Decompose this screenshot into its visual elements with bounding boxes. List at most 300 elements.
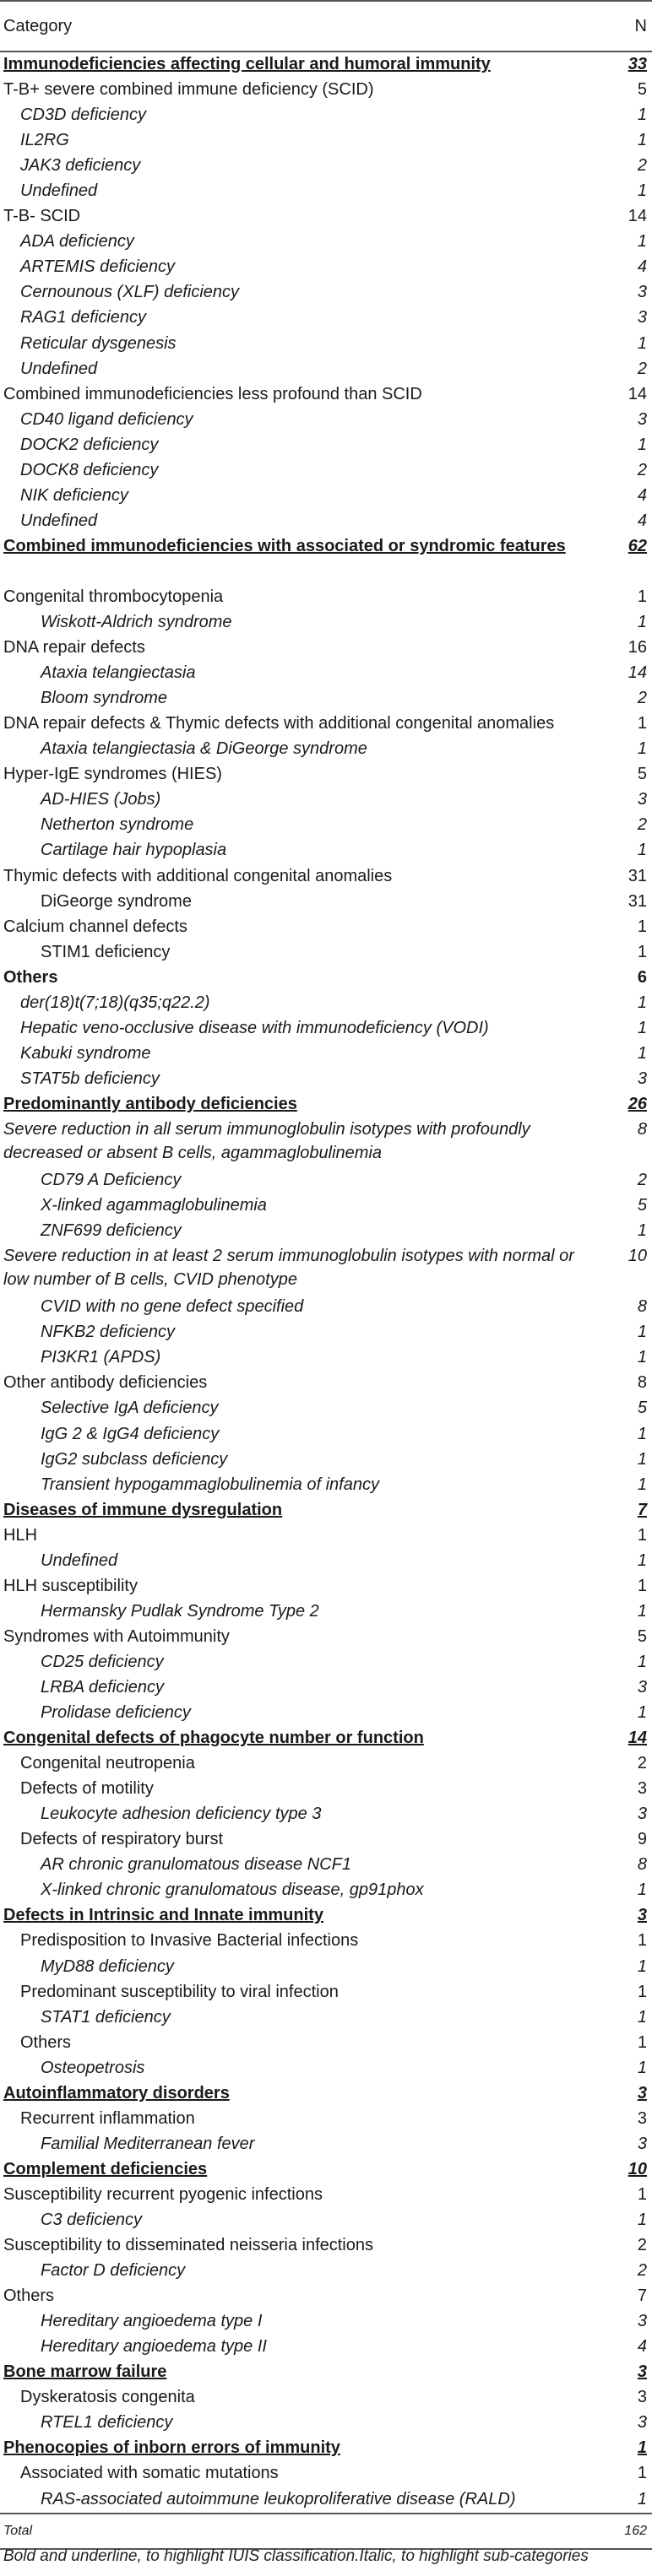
row-count-text: 5 (637, 1399, 647, 1418)
row-label (0, 2259, 591, 2284)
row-label-text: Undefined (20, 181, 98, 201)
row-count-text: 1 (637, 232, 647, 252)
row-label (0, 1726, 591, 1751)
condition-row (0, 2309, 652, 2335)
row-count-text: 1 (637, 942, 647, 961)
header-n: N (591, 1, 652, 51)
row-count-text: 10 (628, 2159, 647, 2178)
condition-row (0, 1295, 652, 1320)
condition-row (0, 255, 652, 280)
row-count-text: 1 (637, 917, 647, 936)
row-count-text: 3 (637, 1805, 647, 1824)
row-label (0, 890, 591, 915)
condition-row (0, 2056, 652, 2081)
row-label-text: STAT5b deficiency (20, 1069, 160, 1088)
row-count (591, 1675, 652, 1701)
row-label (0, 915, 591, 940)
row-count (591, 484, 652, 509)
row-label (0, 813, 591, 838)
row-count-text: 3 (637, 2312, 647, 2331)
row-label (0, 2411, 591, 2436)
row-count-text: 1 (637, 1931, 647, 1951)
row-label-text: Undefined (20, 511, 98, 530)
row-label-text: Hereditary angioedema type II (41, 2337, 267, 2357)
row-count (591, 1244, 652, 1295)
row-label-text: Wiskott-Aldrich syndrome (41, 613, 232, 632)
row-count-text: 2 (637, 460, 647, 479)
row-label-text: IgG 2 & IgG4 deficiency (41, 1424, 220, 1443)
row-count-text: 14 (628, 207, 647, 226)
condition-row (0, 1320, 652, 1345)
row-label (0, 585, 591, 610)
row-count-text: 31 (628, 891, 647, 911)
row-count-text: 3 (637, 790, 647, 809)
subcategory-row (0, 1751, 652, 1777)
row-count (591, 1473, 652, 1498)
row-label-text: Recurrent inflammation (20, 2108, 195, 2128)
condition-row (0, 2487, 652, 2514)
row-count (591, 2284, 652, 2309)
row-label (0, 332, 591, 357)
row-count-text: 2 (637, 2261, 647, 2281)
category-row (0, 2436, 652, 2461)
row-count (591, 2411, 652, 2436)
condition-row (0, 1701, 652, 1726)
row-count (591, 1777, 652, 1802)
row-label (0, 940, 591, 966)
condition-row (0, 2208, 652, 2233)
row-count (591, 1523, 652, 1549)
row-label-text: Transient hypogammaglobulinemia of infancy (41, 1475, 379, 1494)
row-count-text: 1 (637, 1703, 647, 1723)
row-label-text: ADA deficiency (20, 232, 134, 252)
row-count-text: 1 (637, 1601, 647, 1621)
row-count-text: 10 (628, 1247, 647, 1266)
row-count (591, 2208, 652, 2233)
row-label (0, 179, 591, 204)
row-label-text: CD25 deficiency (41, 1652, 164, 1671)
row-count-text: 3 (637, 283, 647, 302)
row-count-text: 1 (637, 841, 647, 860)
row-label (0, 357, 591, 382)
row-count (591, 1118, 652, 1168)
row-count-text: 1 (637, 1956, 647, 1976)
row-label-text: PI3KR1 (APDS) (41, 1348, 161, 1367)
condition-row (0, 2132, 652, 2157)
condition-row (0, 433, 652, 458)
row-label (0, 458, 591, 484)
row-label-text: Susceptibility to disseminated neisseria infections (3, 2236, 373, 2255)
row-count-text: 2 (637, 2236, 647, 2255)
row-label-text: MyD88 deficiency (41, 1956, 174, 1976)
category-row (0, 2081, 652, 2107)
row-count-text: 3 (637, 2108, 647, 2128)
row-label (0, 433, 591, 458)
row-count (591, 787, 652, 813)
row-count-text: 8 (637, 1297, 647, 1317)
row-count-text: 3 (637, 308, 647, 327)
row-count (591, 1067, 652, 1092)
row-label (0, 1929, 591, 1954)
condition-row (0, 1878, 652, 1903)
row-label (0, 1827, 591, 1853)
category-row (0, 2157, 652, 2183)
row-label-text: HLH susceptibility (3, 1576, 138, 1595)
row-count-text: 14 (628, 663, 647, 683)
condition-row (0, 2411, 652, 2436)
row-label (0, 154, 591, 179)
condition-row (0, 940, 652, 966)
row-count (591, 2031, 652, 2056)
condition-row (0, 737, 652, 762)
row-count (591, 51, 652, 78)
row-count-text: 3 (637, 1906, 647, 1925)
row-label (0, 1777, 591, 1802)
row-count (591, 940, 652, 966)
category-row (0, 1498, 652, 1523)
condition-row (0, 1193, 652, 1219)
row-count-text: 8 (637, 1855, 647, 1875)
row-label (0, 2360, 591, 2385)
row-label (0, 1219, 591, 1244)
category-row (0, 1726, 652, 1751)
row-count-text: 3 (637, 2413, 647, 2433)
subcategory-row (0, 1118, 652, 1168)
row-count-text: 1 (637, 2058, 647, 2077)
row-label-text: IL2RG (20, 131, 69, 150)
subcategory-row (0, 966, 652, 991)
row-label-text: Combined immunodeficiencies with associated or syndromic features (3, 536, 566, 555)
row-label (0, 1396, 591, 1421)
row-label-text: Others (3, 967, 58, 987)
row-label-text: Undefined (20, 359, 98, 378)
row-count (591, 966, 652, 991)
row-count (591, 737, 652, 762)
row-label-text: Cartilage hair hypoplasia (41, 841, 227, 860)
row-count (591, 1574, 652, 1599)
row-label (0, 280, 591, 306)
row-label (0, 1523, 591, 1549)
row-label (0, 204, 591, 230)
row-count-text: 1 (637, 131, 647, 150)
row-label-text: Hyper-IgE syndromes (HIES) (3, 765, 222, 784)
row-count-text: 2 (637, 1171, 647, 1190)
row-label-text: AR chronic granulomatous disease NCF1 (41, 1855, 351, 1875)
row-label (0, 51, 591, 78)
row-label-text: NIK deficiency (20, 485, 128, 505)
category-row (0, 1903, 652, 1929)
condition-row (0, 890, 652, 915)
subcategory-row (0, 864, 652, 890)
row-count (591, 1295, 652, 1320)
row-count (591, 1193, 652, 1219)
row-label-text: Associated with somatic mutations (20, 2464, 279, 2483)
row-label (0, 610, 591, 636)
row-count-text: 1 (637, 106, 647, 125)
row-label-text: Hermansky Pudlak Syndrome Type 2 (41, 1601, 319, 1621)
subcategory-row (0, 915, 652, 940)
row-count (591, 1929, 652, 1954)
row-count (591, 2233, 652, 2259)
row-label-text: Undefined (41, 1550, 118, 1570)
row-label (0, 636, 591, 661)
header-category: Category (0, 1, 591, 51)
row-label (0, 2183, 591, 2208)
condition-row (0, 1448, 652, 1473)
condition-row (0, 2335, 652, 2360)
row-count-text: 1 (637, 2210, 647, 2229)
row-label (0, 1751, 591, 1777)
row-label-text: IgG2 subclass deficiency (41, 1449, 228, 1469)
row-label-text: Leukocyte adhesion deficiency type 3 (41, 1805, 322, 1824)
row-count-text: 5 (637, 765, 647, 784)
row-count (591, 103, 652, 128)
row-label-text: C3 deficiency (41, 2210, 143, 2229)
row-count (591, 1092, 652, 1118)
row-label-text: T-B- SCID (3, 207, 81, 226)
row-count-text: 4 (637, 257, 647, 277)
row-count (591, 2107, 652, 2132)
row-label (0, 2005, 591, 2031)
row-count-text: 1 (637, 613, 647, 632)
condition-row (0, 1853, 652, 1878)
row-label (0, 1016, 591, 1042)
row-count (591, 864, 652, 890)
row-label (0, 1320, 591, 1345)
row-count-text: 3 (637, 2083, 647, 2102)
row-count-text: 14 (628, 384, 647, 403)
row-label (0, 661, 591, 686)
condition-row (0, 610, 652, 636)
row-count (591, 1625, 652, 1650)
row-label (0, 737, 591, 762)
row-count (591, 813, 652, 838)
row-count-text: 1 (637, 1982, 647, 2001)
condition-row (0, 1016, 652, 1042)
condition-row (0, 1396, 652, 1421)
row-label-text: CD3D deficiency (20, 106, 146, 125)
row-count (591, 2360, 652, 2385)
row-count (591, 1168, 652, 1193)
row-label (0, 1168, 591, 1193)
row-count (591, 838, 652, 863)
row-label-text: AD-HIES (Jobs) (41, 790, 161, 809)
row-label-text: DNA repair defects (3, 638, 145, 658)
table-body (0, 51, 652, 2514)
row-label-text: Osteopetrosis (41, 2058, 145, 2077)
subcategory-row (0, 2385, 652, 2411)
row-label-text: Netherton syndrome (41, 815, 194, 835)
row-label-text: Ataxia telangiectasia & DiGeorge syndrome (41, 739, 367, 759)
row-label-text: Bone marrow failure (3, 2362, 167, 2382)
row-label-text: Susceptibility recurrent pyogenic infections (3, 2184, 323, 2204)
condition-row (0, 1067, 652, 1092)
table-header-row (0, 1, 652, 51)
row-label-text: Defects of respiratory burst (20, 1830, 224, 1849)
row-label-text: LRBA deficiency (41, 1678, 164, 1697)
subcategory-row (0, 2107, 652, 2132)
row-label (0, 509, 591, 534)
row-label-text: Cernounous (XLF) deficiency (20, 283, 240, 302)
row-label (0, 2335, 591, 2360)
row-label-text: STIM1 deficiency (41, 942, 171, 961)
condition-row (0, 306, 652, 331)
condition-row (0, 1650, 652, 1675)
row-count-text: 1 (637, 1221, 647, 1241)
condition-row (0, 1168, 652, 1193)
row-count (591, 2461, 652, 2487)
row-count-text: 3 (637, 2134, 647, 2153)
row-count-text: 1 (637, 1018, 647, 1037)
row-count-text: 3 (637, 2388, 647, 2407)
row-count-text: 7 (637, 2286, 647, 2306)
row-count-text: 5 (637, 1196, 647, 1215)
row-label (0, 2031, 591, 2056)
row-label-text: NFKB2 deficiency (41, 1323, 175, 1342)
condition-row (0, 1549, 652, 1574)
row-count (591, 1853, 652, 1878)
row-count-text: 2 (637, 689, 647, 708)
subcategory-row (0, 2284, 652, 2309)
row-label (0, 1244, 591, 1295)
row-count-text: 8 (637, 1119, 647, 1139)
row-label (0, 2056, 591, 2081)
row-count (591, 762, 652, 787)
row-count (591, 1827, 652, 1853)
row-label (0, 1067, 591, 1092)
row-label-text: Others (3, 2286, 55, 2306)
row-label-text: CD79 A Deficiency (41, 1171, 182, 1190)
row-count (591, 433, 652, 458)
row-label (0, 2132, 591, 2157)
row-label-text: Congenital thrombocytopenia (3, 587, 224, 606)
condition-row (0, 332, 652, 357)
row-count (591, 1650, 652, 1675)
row-label-text: Hepatic veno-occlusive disease with immunodeficiency (VODI) (20, 1018, 489, 1037)
row-count (591, 509, 652, 534)
condition-row (0, 838, 652, 863)
condition-row (0, 484, 652, 509)
row-count (591, 332, 652, 357)
row-label-text: Thymic defects with additional congenital anomalies (3, 866, 393, 885)
row-label-text: DiGeorge syndrome (41, 891, 192, 911)
row-count (591, 78, 652, 103)
subcategory-row (0, 762, 652, 787)
condition-row (0, 1675, 652, 1701)
category-row (0, 1092, 652, 1118)
condition-row (0, 154, 652, 179)
row-count (591, 1448, 652, 1473)
condition-row (0, 1345, 652, 1371)
row-count (591, 2385, 652, 2411)
row-count (591, 2309, 652, 2335)
row-label-text: ARTEMIS deficiency (20, 257, 176, 277)
row-label-text: Immunodeficiencies affecting cellular and humoral immunity (3, 55, 491, 73)
condition-row (0, 357, 652, 382)
row-label (0, 1422, 591, 1448)
condition-row (0, 1042, 652, 1067)
condition-row (0, 1599, 652, 1625)
row-count-text: 1 (637, 2032, 647, 2052)
condition-row (0, 128, 652, 154)
row-count-text: 1 (637, 2184, 647, 2204)
row-count-text: 1 (637, 1576, 647, 1595)
subcategory-row (0, 1523, 652, 1549)
row-label-text: Other antibody deficiencies (3, 1373, 208, 1393)
row-count-text: 2 (637, 815, 647, 835)
row-label (0, 534, 591, 585)
row-label-text: Defects of motility (20, 1779, 154, 1799)
row-label (0, 1878, 591, 1903)
row-label-text: Prolidase deficiency (41, 1703, 191, 1723)
row-label-text: X-linked agammaglobulinemia (41, 1196, 267, 1215)
row-count (591, 2436, 652, 2461)
row-label (0, 1650, 591, 1675)
row-count (591, 1549, 652, 1574)
row-label-text: Familial Mediterranean fever (41, 2134, 255, 2153)
total-row (0, 2514, 652, 2549)
row-count (591, 1016, 652, 1042)
row-count (591, 1802, 652, 1827)
row-count (591, 179, 652, 204)
condition-row (0, 2005, 652, 2031)
row-count (591, 890, 652, 915)
row-count-text: 1 (637, 993, 647, 1012)
subcategory-row (0, 585, 652, 610)
row-count (591, 1498, 652, 1523)
row-label (0, 408, 591, 433)
row-label (0, 1955, 591, 1980)
row-count (591, 230, 652, 255)
row-count-text: 1 (637, 1652, 647, 1671)
row-count-text: 4 (637, 485, 647, 505)
row-label-text: Defects in Intrinsic and Innate immunity (3, 1906, 323, 1925)
condition-row (0, 686, 652, 712)
row-label-text: JAK3 deficiency (20, 156, 141, 176)
row-count-text: 8 (637, 1373, 647, 1393)
row-count (591, 1878, 652, 1903)
row-count (591, 280, 652, 306)
row-label (0, 128, 591, 154)
subcategory-row (0, 1574, 652, 1599)
condition-row (0, 1219, 652, 1244)
row-label (0, 2309, 591, 2335)
row-label (0, 1345, 591, 1371)
row-label (0, 1193, 591, 1219)
row-count-text: 1 (637, 2438, 647, 2458)
row-label-text: RAS-associated autoimmune leukoproliferative disease (RALD) (41, 2489, 516, 2508)
row-count-text: 1 (637, 1348, 647, 1367)
row-count-text: 1 (637, 1550, 647, 1570)
row-label (0, 1473, 591, 1498)
row-label-text: Syndromes with Autoimmunity (3, 1626, 230, 1646)
subcategory-row (0, 1244, 652, 1295)
row-count (591, 2005, 652, 2031)
row-label (0, 1625, 591, 1650)
row-count (591, 128, 652, 154)
subcategory-row (0, 78, 652, 103)
row-label (0, 1980, 591, 2005)
row-count-text: 4 (637, 2337, 647, 2357)
row-count-text: 3 (637, 409, 647, 429)
subcategory-row (0, 2461, 652, 2487)
row-label (0, 2436, 591, 2461)
row-count-text: 1 (637, 587, 647, 606)
row-count-text: 1 (637, 1881, 647, 1900)
row-count-text: 31 (628, 866, 647, 885)
row-label (0, 864, 591, 890)
condition-row (0, 813, 652, 838)
